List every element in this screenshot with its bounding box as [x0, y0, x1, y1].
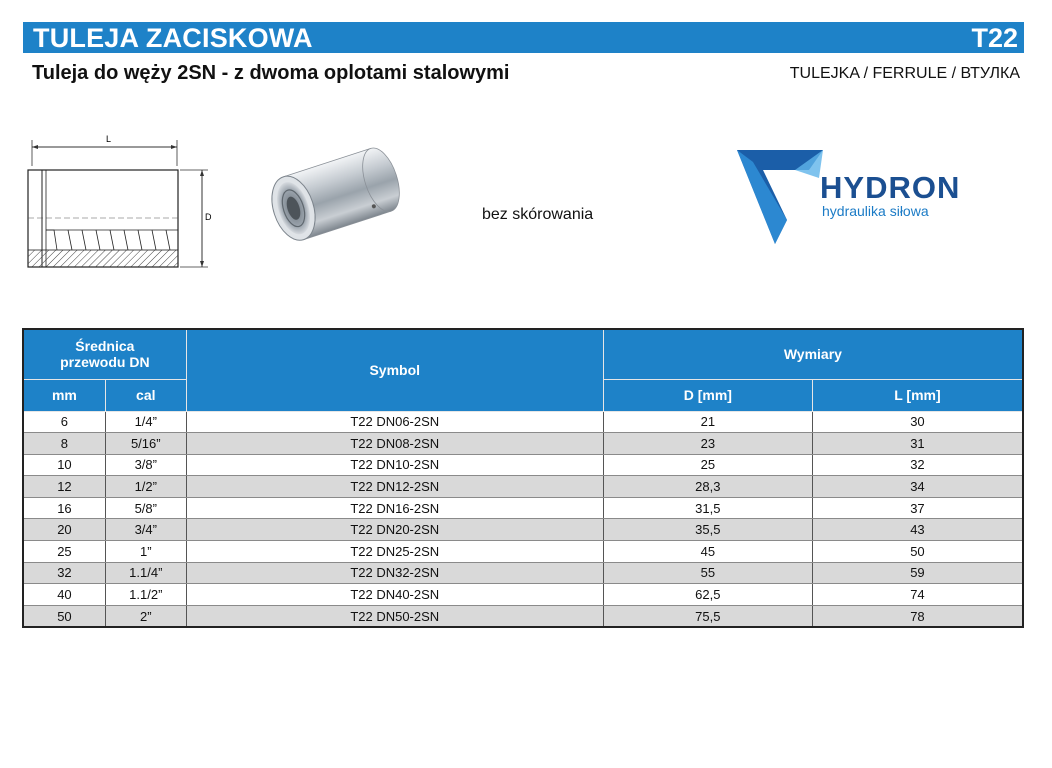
cell-l: 50 — [812, 541, 1023, 563]
cell-cal: 1/2” — [105, 476, 186, 498]
note-no-skiving: bez skórowania — [482, 206, 594, 223]
cell-mm: 25 — [23, 541, 105, 563]
cell-d: 21 — [603, 411, 812, 433]
cell-symbol: T22 DN10-2SN — [186, 454, 603, 476]
cell-symbol: T22 DN12-2SN — [186, 476, 603, 498]
cell-d: 28,3 — [603, 476, 812, 498]
cell-d: 35,5 — [603, 519, 812, 541]
table-row — [23, 584, 1023, 606]
cell-d: 23 — [603, 433, 812, 455]
label-d: D — [205, 212, 212, 222]
dimensions-table — [22, 328, 1024, 628]
cell-symbol: T22 DN40-2SN — [186, 584, 603, 606]
cell-mm: 16 — [23, 497, 105, 519]
cell-cal: 1” — [105, 541, 186, 563]
ferrule-technical-drawing — [20, 130, 220, 280]
cell-l: 34 — [812, 476, 1023, 498]
table-row — [23, 497, 1023, 519]
cell-l: 43 — [812, 519, 1023, 541]
cell-l: 37 — [812, 497, 1023, 519]
cell-d: 31,5 — [603, 497, 812, 519]
cell-symbol: T22 DN25-2SN — [186, 541, 603, 563]
cell-cal: 5/16” — [105, 433, 186, 455]
cell-mm: 40 — [23, 584, 105, 606]
table-row — [23, 454, 1023, 476]
cell-l: 32 — [812, 454, 1023, 476]
cell-l: 74 — [812, 584, 1023, 606]
cell-mm: 8 — [23, 433, 105, 455]
cell-mm: 32 — [23, 562, 105, 584]
cell-l: 59 — [812, 562, 1023, 584]
cell-mm: 12 — [23, 476, 105, 498]
cell-cal: 5/8” — [105, 497, 186, 519]
cell-symbol: T22 DN08-2SN — [186, 433, 603, 455]
logo-name: HYDRON — [820, 170, 961, 205]
cell-symbol: T22 DN50-2SN — [186, 605, 603, 627]
logo-tagline: hydraulika siłowa — [822, 203, 929, 219]
table-row — [23, 541, 1023, 563]
cell-symbol: T22 DN20-2SN — [186, 519, 603, 541]
cell-symbol: T22 DN06-2SN — [186, 411, 603, 433]
table-row — [23, 562, 1023, 584]
cell-cal: 2” — [105, 605, 186, 627]
table-row — [23, 433, 1023, 455]
table-row — [23, 519, 1023, 541]
cell-d: 55 — [603, 562, 812, 584]
subtitle: Tuleja do węży 2SN - z dwoma oplotami stalowymi — [32, 62, 510, 84]
cell-mm: 50 — [23, 605, 105, 627]
header-l: L [mm] — [812, 379, 1023, 411]
cell-cal: 3/4” — [105, 519, 186, 541]
page-title: TULEJA ZACISKOWA — [33, 23, 313, 53]
cell-d: 45 — [603, 541, 812, 563]
header-bar — [23, 22, 1024, 53]
table-row — [23, 411, 1023, 433]
header-d: D [mm] — [603, 379, 812, 411]
cell-l: 30 — [812, 411, 1023, 433]
cell-l: 78 — [812, 605, 1023, 627]
cell-symbol: T22 DN32-2SN — [186, 562, 603, 584]
cell-cal: 1.1/4” — [105, 562, 186, 584]
table-row — [23, 476, 1023, 498]
table-row — [23, 605, 1023, 627]
header-cal: cal — [105, 379, 186, 411]
subtitle-translations: TULEJKA / FERRULE / ВТУЛКА — [789, 65, 1020, 82]
cell-mm: 20 — [23, 519, 105, 541]
cell-cal: 1.1/2” — [105, 584, 186, 606]
cell-d: 75,5 — [603, 605, 812, 627]
cell-l: 31 — [812, 433, 1023, 455]
header-symbol: Symbol — [186, 329, 603, 411]
cell-mm: 10 — [23, 454, 105, 476]
ferrule-photo — [255, 140, 415, 260]
header-dn: Średnica przewodu DN — [23, 329, 186, 379]
cell-cal: 1/4” — [105, 411, 186, 433]
header-mm: mm — [23, 379, 105, 411]
cell-symbol: T22 DN16-2SN — [186, 497, 603, 519]
hydron-logo-icon — [735, 148, 825, 248]
header-dimensions: Wymiary — [603, 329, 1023, 379]
cell-cal: 3/8” — [105, 454, 186, 476]
label-l: L — [106, 134, 112, 144]
product-code: T22 — [971, 23, 1018, 53]
cell-mm: 6 — [23, 411, 105, 433]
cell-d: 25 — [603, 454, 812, 476]
cell-d: 62,5 — [603, 584, 812, 606]
